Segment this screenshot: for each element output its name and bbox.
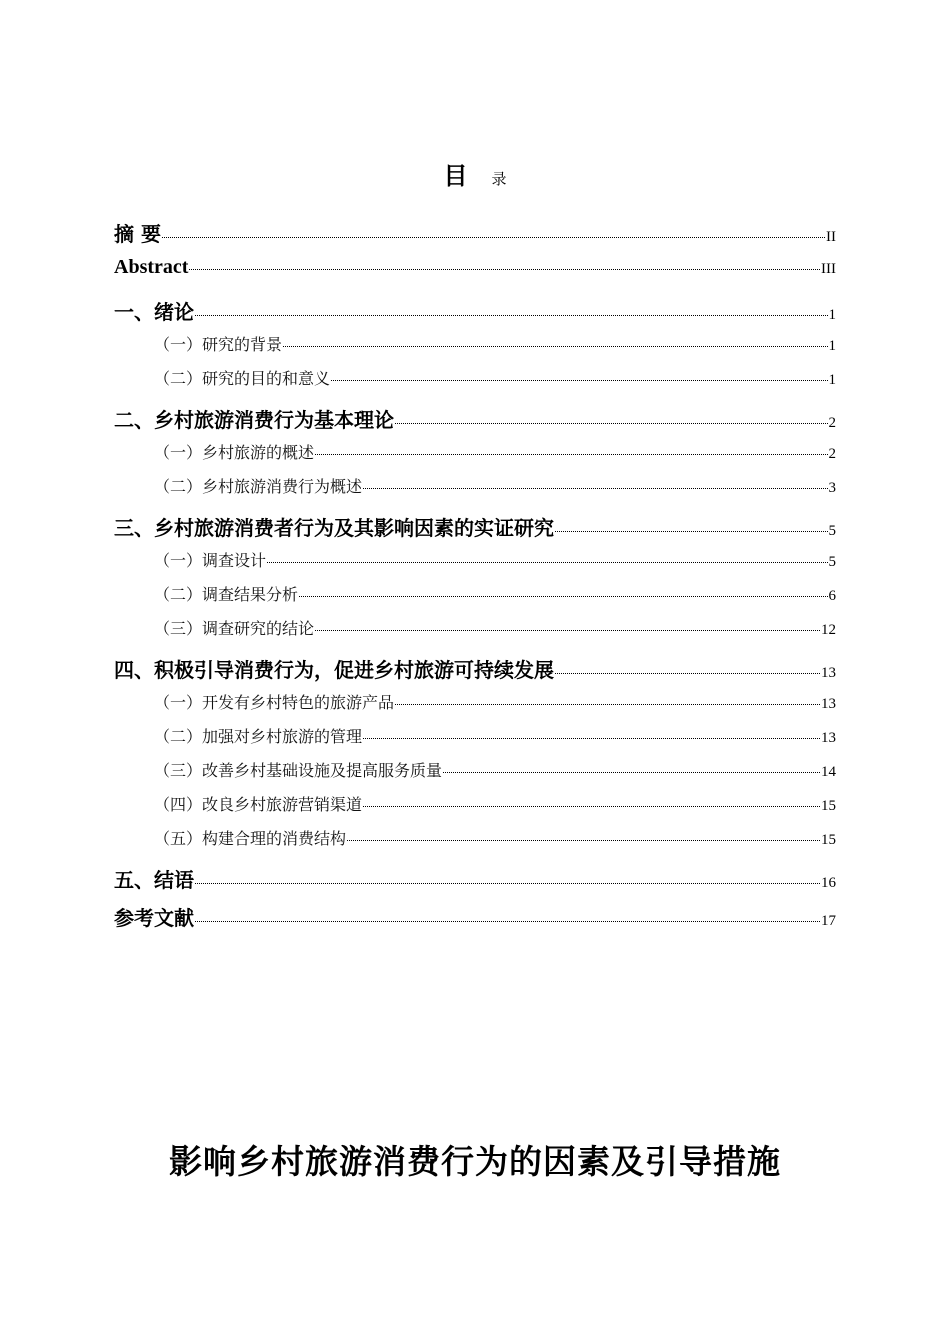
toc-dot-leader <box>363 488 827 489</box>
toc-entry-page-number: 13 <box>821 696 836 712</box>
toc-entry[interactable] <box>114 902 836 931</box>
toc-entry-label: （二）乡村旅游消费行为概述 <box>154 477 363 496</box>
toc-entry[interactable] <box>154 690 836 713</box>
toc-entry-page-number: 15 <box>821 832 836 848</box>
toc-entry-page-number: 16 <box>821 875 836 891</box>
toc-entry[interactable] <box>114 256 836 279</box>
toc-entry[interactable] <box>154 792 836 815</box>
toc-dot-leader <box>347 840 820 841</box>
toc-entry-page-number: 15 <box>821 798 836 814</box>
toc-entry-page-number: 5 <box>828 523 836 539</box>
toc-entry[interactable] <box>154 826 836 849</box>
toc-dot-leader <box>395 423 828 424</box>
toc-entry[interactable] <box>154 474 836 497</box>
toc-dot-leader <box>395 704 820 705</box>
toc-dot-leader <box>283 346 827 347</box>
toc-entry-label: 二、乡村旅游消费行为基本理论 <box>114 408 394 432</box>
toc-dot-leader <box>195 315 828 316</box>
toc-entry-page-number: 1 <box>828 372 836 388</box>
toc-entry[interactable] <box>114 218 836 247</box>
toc-entry-page-number: 13 <box>821 665 836 681</box>
toc-entry-label: 摘 要 <box>114 222 161 246</box>
toc-entry-label: （二）加强对乡村旅游的管理 <box>154 727 363 746</box>
toc-entry-label: （二）研究的目的和意义 <box>154 369 331 388</box>
paper-title: 影响乡村旅游消费行为的因素及引导措施 <box>169 1142 781 1181</box>
toc-entry-page-number: 13 <box>821 730 836 746</box>
toc-entry[interactable] <box>114 296 836 325</box>
toc-dot-leader <box>443 772 820 773</box>
toc-entry-label: （一）调查设计 <box>154 551 267 570</box>
toc-entry-page-number: 17 <box>821 913 836 929</box>
toc-heading-sub: 录 <box>491 170 507 188</box>
toc-entry-page-number: 1 <box>828 338 836 354</box>
toc-entry-label: （一）研究的背景 <box>154 335 283 354</box>
toc-dot-leader <box>331 380 827 381</box>
toc-dot-leader <box>555 673 820 674</box>
toc-entry[interactable] <box>154 758 836 781</box>
toc-entry[interactable] <box>154 366 836 389</box>
toc-dot-leader <box>195 883 820 884</box>
toc-dot-leader <box>267 562 827 563</box>
toc-entry-label: 四、积极引导消费行为，促进乡村旅游可持续发展 <box>114 658 554 682</box>
toc-entry-label: Abstract <box>114 256 189 278</box>
toc-entry[interactable] <box>114 512 836 541</box>
toc-entry[interactable] <box>114 404 836 433</box>
toc-entry-page-number: 6 <box>828 588 836 604</box>
toc-entry-label: 三、乡村旅游消费者行为及其影响因素的实证研究 <box>114 516 554 540</box>
toc-entry-page-number: 3 <box>828 480 836 496</box>
toc-dot-leader <box>363 738 820 739</box>
toc-entry-page-number: 2 <box>828 446 836 462</box>
toc-dot-leader <box>162 237 825 238</box>
toc-entry-label: 五、结语 <box>114 868 194 892</box>
toc-entry-label: （二）调查结果分析 <box>154 585 299 604</box>
toc-entry[interactable] <box>114 864 836 893</box>
toc-dot-leader <box>299 596 827 597</box>
toc-entry-label: （五）构建合理的消费结构 <box>154 829 347 848</box>
toc-entry-label: （四）改良乡村旅游营销渠道 <box>154 795 363 814</box>
toc-dot-leader <box>189 269 820 270</box>
toc-entry-label: （一）开发有乡村特色的旅游产品 <box>154 693 395 712</box>
toc-entry-page-number: 14 <box>821 764 836 780</box>
toc-entry[interactable] <box>154 440 836 463</box>
toc-entry-page-number: 1 <box>828 307 836 323</box>
toc-entry-label: （一）乡村旅游的概述 <box>154 443 315 462</box>
toc-entry-page-number: II <box>826 229 836 245</box>
toc-entry-label: （三）调查研究的结论 <box>154 619 315 638</box>
toc-entry[interactable] <box>154 724 836 747</box>
toc-entry[interactable] <box>114 654 836 683</box>
toc-heading <box>0 156 950 191</box>
toc-entry-label: 一、绪论 <box>114 300 194 324</box>
toc-dot-leader <box>315 630 820 631</box>
toc-entry-label: 参考文献 <box>114 906 194 930</box>
toc-heading-main: 目 <box>443 162 468 190</box>
toc-dot-leader <box>315 454 827 455</box>
toc-entry-label: （三）改善乡村基础设施及提高服务质量 <box>154 761 443 780</box>
toc-entry-page-number: 12 <box>821 622 836 638</box>
toc-entry[interactable] <box>154 616 836 639</box>
toc-dot-leader <box>195 921 820 922</box>
toc-entry[interactable] <box>154 332 836 355</box>
toc-entry[interactable] <box>154 548 836 571</box>
toc-entry[interactable] <box>154 582 836 605</box>
toc-entry-page-number: 2 <box>828 415 836 431</box>
toc-entry-page-number: 5 <box>828 554 836 570</box>
toc-dot-leader <box>363 806 820 807</box>
toc-dot-leader <box>555 531 828 532</box>
toc-entry-page-number: III <box>821 261 836 277</box>
